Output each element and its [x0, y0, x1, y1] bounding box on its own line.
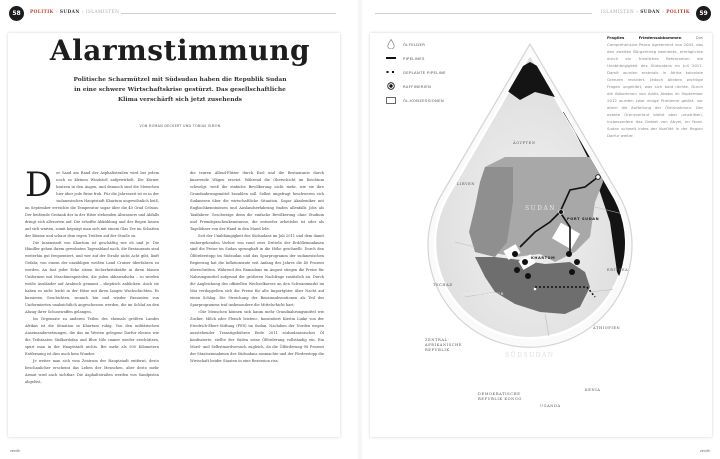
breadcrumb-separator: ›: [636, 10, 639, 15]
legend-item-concessions: [385, 93, 446, 107]
paragraph: »Die Menschen können sich kaum mehr Grundnahrungsmittel wie Zucker, Milch oder Fleisch leisten«, konstatiert Kirstin Linke von der Friedrich-Ebert-Stiftung (FES) im Sudan. Nachdem der Norden wegen ausstehender Transitgebühren Ende 2011 südsudanesisches Öl konfiszierte, stellte der Süden seine Ölförderung vollständig ein. Ein Mord- und Selbstmordversuch zugleich, da die Ölförderung 98 Prozent der Staatseinnahmen des Südsudans ausmachte und der Förderstopp die Wirtschaft beider Staaten in eine Rezession riss.: [190, 310, 324, 363]
refinery-khartum: [559, 210, 564, 215]
map-label-darfur: REGION DARFUR: [463, 292, 505, 296]
paragraph-text: er Sand am Rand der Asphaltstraßen wird bei jedem noch so kleinen Windstoß aufgewirbelt. Die Körner kratzen in den Augen, und dennoch sind die Menschen hier über jede Brise froh. Für die Jahreszeit ist es in der sudanesischen Hauptstadt Khartum ungewöhnlich heiß, im September erreichte die Temperatur sogar über die 40 Grad Celsius. Der beißende Gestank der in der Hitze stehenden Abwassers und Abfalls dringt sich allerorten auf. Die erhoffte Abkühlung und der Regen lassen auf sich warten, somit begnügt man sich mit einem Glas Tee im Schatten der Bäume und schaut dem regen Treiben auf der Straße zu.: [25, 171, 159, 238]
legend-item-pipelines: [385, 51, 446, 65]
breadcrumb-right: [599, 10, 692, 15]
sidebar-text: Das Comprehensive Peace Agreement von 2005, das den zweiten Bürgerkrieg beendete, ermöglichte durch ein friedliches Referendum die Unabhängigkeit des Südsudans im Juli 2011. Damit wurden erstmals in Afrika koloniale Grenzen revidiert. Jedoch blieben wichtige Fragen ungeklärt, was sich bald rächte. Durch die Abkommen von Addis Abeba im September 2012 wurden zwar einige Probleme gelöst, vor allem die Aufteilung der Öleinnahmen. Der exakte Grenzverlauf bleibt aber umstritten, insbesondere das Gebiet von Abyei, im Nord-Sudan schwelt indes der Konflikt in der Region Darfur weiter.: [607, 35, 703, 138]
oil-drop-icon: [385, 39, 397, 49]
city-juba-dot: [534, 288, 537, 291]
map-label-sudan: SUDAN: [525, 205, 557, 212]
map-label-line: REPUBLIK: [425, 348, 450, 352]
legend-label: GEPLANTE PIPELINE: [403, 69, 446, 75]
concession-box-icon: [385, 95, 397, 105]
map-legend: [385, 37, 446, 107]
footer-left: zenith: [10, 449, 21, 453]
map-label-chad: TSCHAD: [433, 283, 453, 287]
map-label-juba: JUBA: [513, 368, 526, 372]
map-label-uganda: UGANDA: [540, 404, 561, 408]
breadcrumb-separator: ›: [662, 10, 665, 15]
map-label-port-sudan: PORT SUDAN: [567, 217, 600, 221]
map-label-line: REPUBLIK KONGO: [478, 397, 522, 401]
map-label-south-sudan: SÜDSUDAN: [505, 352, 555, 359]
map-label-ethiopia: ÄTHIOPIEN: [593, 326, 621, 330]
article-byline: VON ROMAN DECKERT UND TOBIAS SIMON: [139, 124, 221, 128]
map-label-line: AFRIKANISCHE: [425, 343, 463, 347]
article-column-1: [25, 165, 159, 386]
breadcrumb-item[interactable]: POLITIK: [30, 10, 54, 15]
map-label-kenya: KENIA: [585, 388, 601, 392]
map-label-drc: [478, 392, 522, 402]
paragraph: Je weiter man sich vom Zentrum der Hauptstadt entfernt, desto beschaulicher erscheint das Leben der Menschen, aber desto mehr Armut wird auch sichtbar. Die Asphaltstraßen werden von Sandpisten abgelöst,: [25, 358, 159, 384]
map-label-line: ZENTRAL-: [425, 338, 450, 342]
page-number-right: 59: [696, 6, 711, 21]
article-column-2: [190, 170, 324, 365]
dotted-line-icon: [385, 67, 397, 77]
header-rule: [120, 13, 336, 14]
pipeline-line-icon: [385, 53, 397, 63]
refinery-port-sudan: [596, 175, 601, 180]
paragraph: Die Innenstadt von Khartum ist geschäftig wie eh und je. Die Händler gehen ihrem gewohnten Tagesablauf nach, die Restaurants sind weiterhin gut frequentiert, und wer auf der Straße nicht Acht gibt, läuft Gefahr, von einem der unzähligen weißen Land Cruiser überfahren zu werden. An fast jeder Ecke sitzen Sicherheitskräfte in ihren blauen Uniformen mit Maschinenpistolen, die jeden skhawadscha – so werden weiße Ausländer auf Arabisch genannt – skeptisch anblicken. Auch sie haben es nicht leicht in der Hitze mit ihren langen Wachschichten. Es kursieren Geschichten, wonach hin und wieder Passanten von Uniformierten unabsichtlich angeschossen werden, die im Schlaf an den Abzug ihrer Schusswaffen gelangen.: [25, 240, 159, 315]
breadcrumb-item[interactable]: ISLAMISTEN: [85, 10, 120, 15]
page-number-left: 58: [9, 6, 24, 21]
breadcrumb-item[interactable]: SUDAN: [59, 10, 80, 15]
sidebar-heading: Fragiles Friedensabkommen: [607, 35, 682, 40]
map-label-car: [425, 338, 462, 353]
legend-item-oilfields: [385, 37, 446, 51]
legend-label: ÖL-KONZESSIONEN: [403, 97, 445, 103]
legend-label: ÖLFELDER: [403, 41, 426, 47]
map-label-khartum: KHARTUM: [531, 256, 556, 260]
breadcrumb-item[interactable]: POLITIK: [666, 10, 690, 15]
legend-label: PIPELINES: [403, 55, 425, 61]
breadcrumb-item[interactable]: SUDAN: [640, 10, 661, 15]
sidebar-box: [607, 34, 703, 139]
map-label-eritrea: ERITREA: [607, 268, 629, 272]
page-gutter: [357, 0, 363, 459]
refinery-icon: [385, 81, 397, 91]
map-label-line: DEMOKRATISCHE: [478, 392, 521, 396]
legend-item-refineries: [385, 79, 446, 93]
footer-right: zenith: [700, 449, 711, 453]
breadcrumb-separator: ›: [55, 10, 58, 15]
article-title: Alarmstimmung: [49, 34, 311, 67]
paragraph: Im Gegensatz zu anderen Teilen des ehemals größten Landes Afrikas ist die Situation in Khartum ruhig. Von den militärischen Auseinandersetzungen, die das im Westen gelegene Darfur ebenso wie die Teilstaaten Südkordofan und Blue Nile immer wieder erschüttern, spürt man in der Hauptstadt nichts. Bei mehr als 500 Kilometern Entfernung ist dies auch kein Wunder.: [25, 317, 159, 356]
article-lead: Politische Scharmützel mit Südsudan haben die Republik Sudan in eine schwere Wirtschaftskrise gestürzt. Das gesellschaftliche Klima verschärft sich jetzt zusehends: [73, 76, 287, 103]
header-rule: [375, 13, 592, 14]
map-label-egypt: ÄGYPTEN: [513, 141, 536, 145]
legend-item-planned-pipeline: [385, 65, 446, 79]
paragraph: Seit der Unabhängigkeit des Südsudans im Juli 2011 und dem damit einhergehenden Verlust von rund zwei Dritteln der Erdölleinnahmen sind die Preise im Sudan sprunghaft in die Höhe geschnellt. Durch den Ölförderstopp im Südsudan und das Sparprogramm der sudanesischen Regierung hat die Inflationsrate seit Anfang des Jahres die 40 Prozent überschritten. Während des Ramadans im August stiegen die Preise für Nahrungsmittel aufgrund der größeren Nachfrage zusätzlich an. Durch die Angleichung des offiziellen Wechselkurses an den Schwarzmarkt im Mai verdoppelten sich die Preise für alle Importgüter über Nacht auf einen Schlag. Die Streichung der Benzinsubventionen als Teil des Sparprogramms traf insbesondere die Mittelschicht hart.: [190, 233, 324, 308]
breadcrumb-item[interactable]: ISLAMISTEN: [600, 10, 635, 15]
drop-cap: D: [25, 165, 53, 205]
legend-label: RAFFINERIEN: [403, 83, 432, 89]
breadcrumb-separator: ›: [81, 10, 84, 15]
breadcrumb-left: [28, 10, 121, 15]
paragraph: die teuren Allrad-Flitzer durch Esel und die Restaurants durch knarrende Wägen ersetzt. Während die Oberschicht im Reichtum schwelgt, weiß die einfache Bevölkerung nicht mehr, wie sie ihre Grundnahrungsmittel bezahlen soll. Selbst ungefragt beschweren sich Sudanesen über die wirtschaftliche Situation. Sogar Akademiker mit Englischkenntnissen und Auslandserfahrung finden allenfalls Jobs als Taxifahrer. Geschweige denn die einfache Bevölkerung ohne Studium und Fremdsprachenkenntnisse, die entweder arbeitslos ist oder als Tagelöhner von der Hand in den Mund lebt.: [190, 171, 324, 231]
paragraph: [25, 165, 159, 240]
map-label-libya: LIBYEN: [457, 182, 476, 186]
